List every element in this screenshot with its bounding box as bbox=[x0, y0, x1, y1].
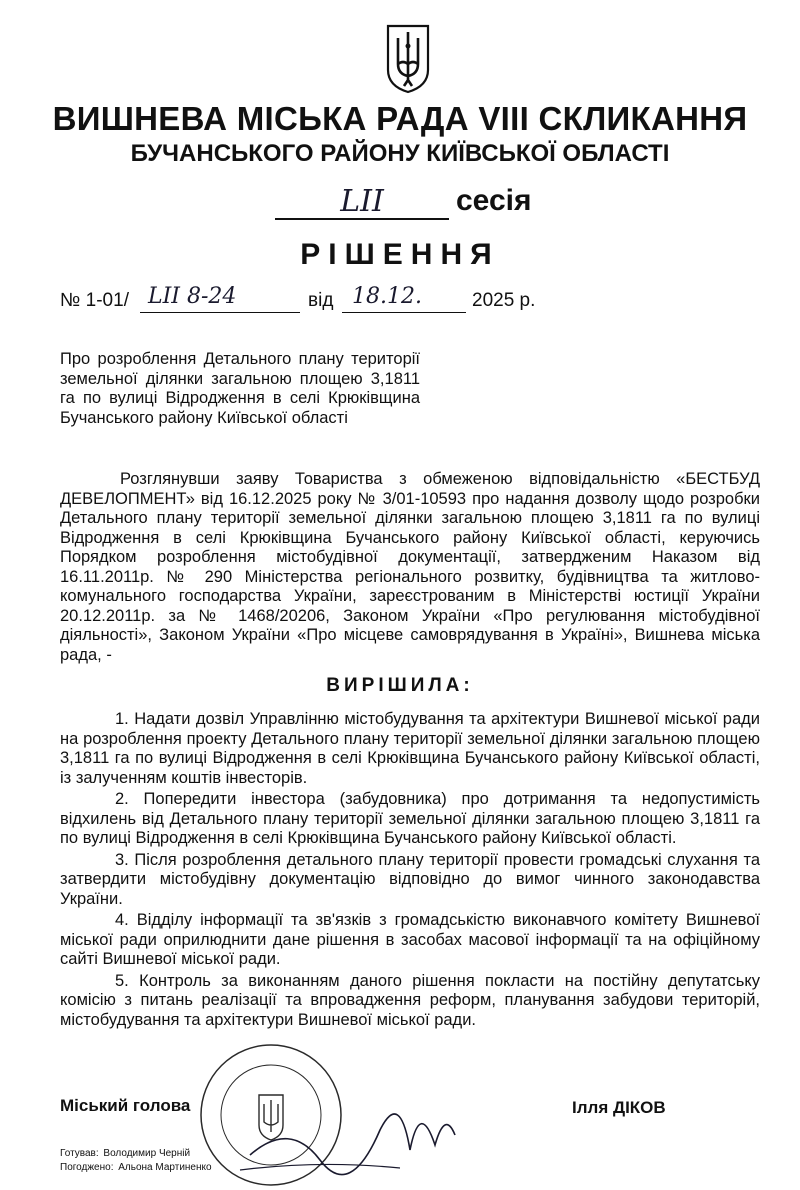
date-handwritten: 18.12. bbox=[352, 284, 422, 309]
handwritten-signature bbox=[230, 1060, 490, 1180]
preamble-paragraph: Розглянувши заяву Товариства з обмеженою відповідальністю «БЕСТБУД ДЕВЕЛОПМЕНТ» від 16.12.2025 року № 3/01-10593 про надання дозволу щодо розробки Детального плану території земельної ділянки загальною площею 3,1811 га по вулиці Відродження в селі Крюківщина Бучанського району Київської області, керуючись Порядком розроблення містобудівної документації, затвердженим Наказом від 16.11.2011р. № 290 Міністерства регіонального розвитку, будівництва та житлово-комунального господарства України, зареєстрованим в Міністерстві юстиції України 20.12.2011р. за № 1468/20206, Законом України «Про регулювання містобудівної діяльності», Законом України «Про місцеве самоврядування в Україні», Вишнева міська рада, - bbox=[60, 470, 760, 664]
document-type-title: РІШЕННЯ bbox=[300, 238, 500, 271]
decision-points bbox=[60, 710, 760, 1032]
prepared-name: Володимир Черній bbox=[103, 1148, 191, 1159]
session-number-handwritten: LII bbox=[340, 184, 384, 219]
date-from-label: від bbox=[308, 290, 334, 311]
decision-point-5: 5. Контроль за виконанням даного рішення покласти на постійну депутатську комісію з питань реалізації та впровадження реформ, планування забудови територій, містобудування та архітектури Вишневої міської ради. bbox=[60, 971, 760, 1029]
agreed-label: Погоджено: bbox=[60, 1162, 114, 1173]
year-label: 2025 р. bbox=[472, 290, 536, 311]
prepared-by bbox=[60, 1148, 190, 1159]
signatory-title: Міський голова bbox=[60, 1096, 191, 1115]
decision-point-3: 3. Після розроблення детального плану території провести громадські слухання та затвердити містобудівну документацію відповідно до вимог чинного законодавства України. bbox=[60, 850, 760, 908]
decision-subject: Про розроблення Детального плану території земельної ділянки загальною площею 3,1811 га по вулиці Відродження в селі Крюківщина Бучанського району Київської області bbox=[60, 350, 420, 427]
decision-point-4: 4. Відділу інформації та зв'язків з громадськістю виконавчого комітету Вишневої міської ради оприлюднити дане рішення в засобах масової інформації та на офіційному сайті Вишневої міської ради. bbox=[60, 911, 760, 968]
number-handwritten: LII 8-24 bbox=[148, 284, 237, 309]
coat-of-arms-icon bbox=[385, 24, 431, 94]
district-subtitle: БУЧАНСЬКОГО РАЙОНУ КИЇВСЬКОЇ ОБЛАСТІ bbox=[130, 140, 670, 167]
council-title: ВИШНЕВА МІСЬКА РАДА VIII СКЛИКАННЯ bbox=[52, 100, 748, 137]
agreed-by bbox=[60, 1162, 212, 1173]
session-label: сесія bbox=[456, 184, 532, 217]
session-number-field bbox=[275, 186, 449, 220]
decision-point-1: 1. Надати дозвіл Управлінню містобудування та архітектури Вишневої міської ради на розроблення проекту Детального плану території земельної ділянки загальною площею 3,1811 га по вулиці Відродження в селі Крюківщина Бучанського району Київської області, із залученням коштів інвесторів. bbox=[60, 710, 760, 787]
agreed-name: Альона Мартиненко bbox=[118, 1162, 212, 1173]
signatory-name: Ілля ДІКОВ bbox=[572, 1098, 666, 1117]
number-prefix: № 1-01/ bbox=[60, 290, 129, 311]
prepared-label: Готував: bbox=[60, 1148, 99, 1159]
decision-point-2: 2. Попередити інвестора (забудовника) про дотримання та недопустимість відхилень від Детального плану території земельної ділянки загальною площею 3,1811 га по вулиці Відродження в селі Крюківщина Бучанського району Київської області. bbox=[60, 790, 760, 847]
resolved-heading: ВИРІШИЛА: bbox=[326, 675, 474, 696]
